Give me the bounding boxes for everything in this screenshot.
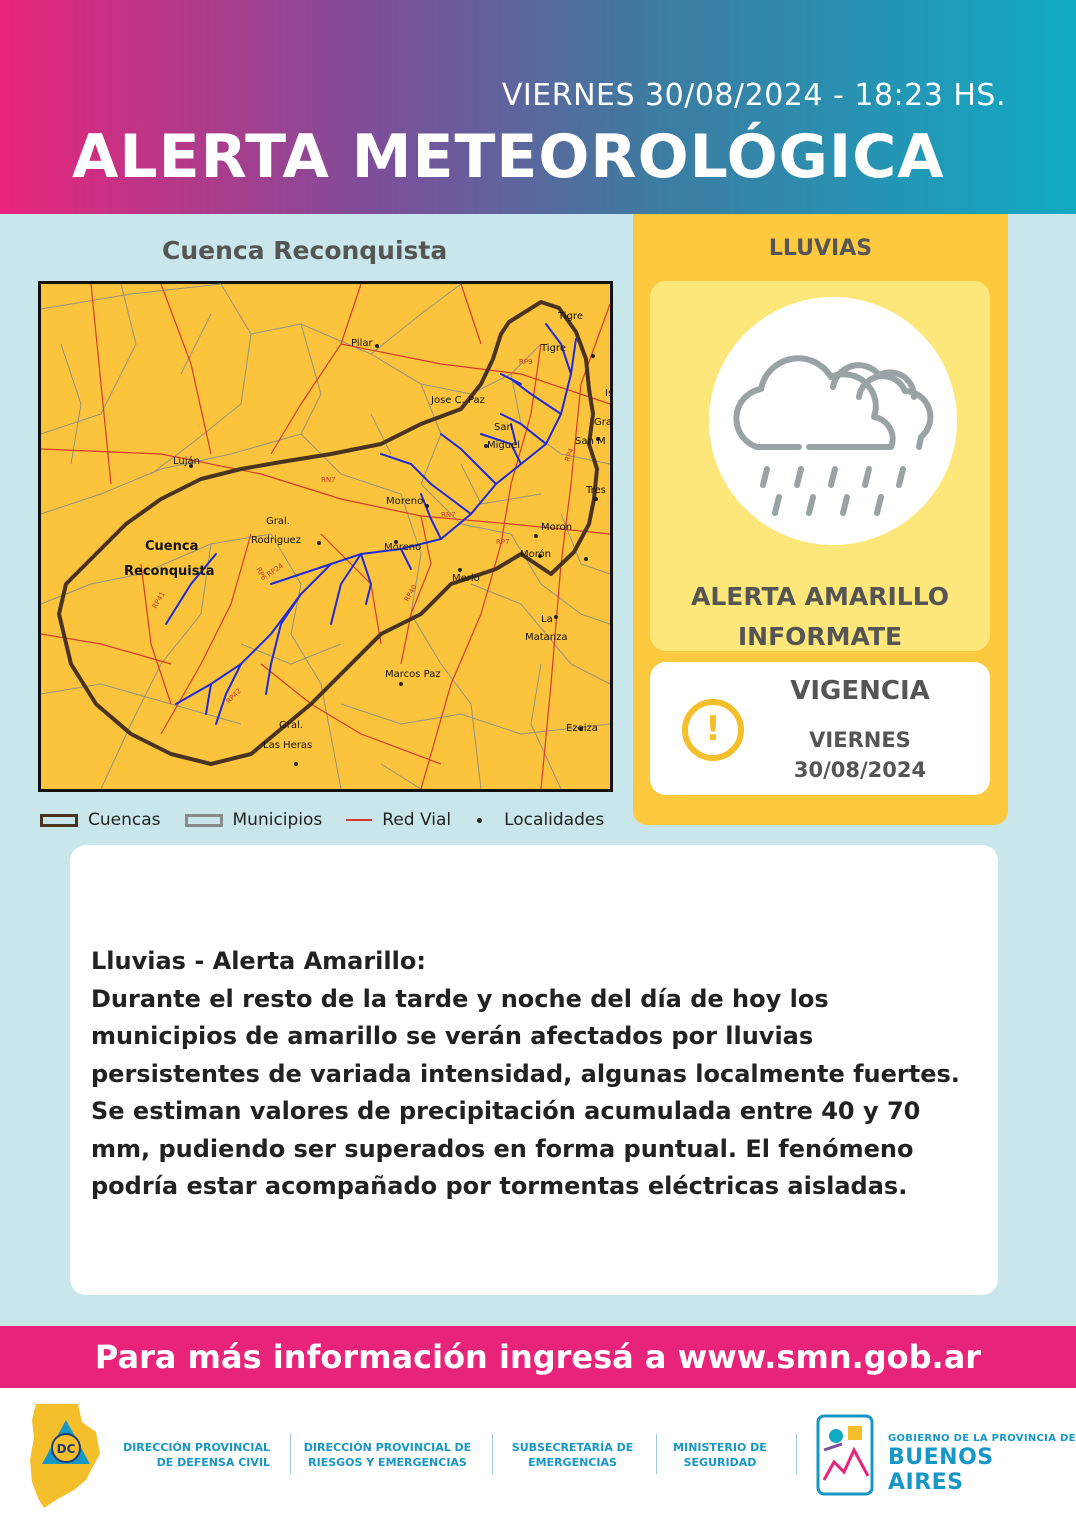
map-legend (40, 808, 628, 832)
legend-locality-swatch (477, 818, 482, 823)
description-body: Durante el resto de la tarde y noche del día de hoy los municipios de amarillo se verán afectados por lluvias persistentes de variada intensidad, algunas localmente fuertes. Se estiman valores de precipitación acumulada entre 40 y 70 mm, pudiendo ser superados en forma puntual. El fenómeno podría estar acompañado por tormentas eléctricas aisladas. (91, 984, 960, 1200)
road-label-rn7-b: RN7 (441, 511, 456, 519)
road-label-rp6: RP6 (254, 566, 268, 582)
map-label-la: La (541, 614, 553, 625)
map-label-pilar: Pilar (351, 338, 373, 349)
footer (0, 1388, 1076, 1522)
map-label-moron-small: Morón (520, 549, 552, 560)
map-label-gral-1: Gral. (266, 516, 290, 527)
description-box (70, 845, 998, 1295)
legend-municipality-label: Municipios (232, 810, 323, 830)
map-label-tigre-small: Tigre (541, 343, 566, 354)
alert-level-line2: INFORMATE (737, 622, 903, 651)
legend-road-label: Red Vial (382, 810, 452, 830)
map-label-gra: Gra (594, 417, 612, 428)
map-label-las-heras: Las Heras (263, 740, 313, 751)
footer-org3-line2: EMERGENCIAS (528, 1456, 617, 1469)
map-label-cuenca: Cuenca (145, 539, 199, 554)
info-bar (0, 1326, 1076, 1388)
road-label-rp9: RP9 (519, 358, 533, 366)
footer-org1-line2: DE DEFENSA CIVIL (156, 1456, 270, 1469)
rain-icon-circle (709, 297, 957, 545)
alert-level-line1: ALERTA AMARILLO (691, 582, 949, 611)
buenos-aires-province-logo (812, 1410, 882, 1502)
map-title: Cuenca Reconquista (162, 236, 448, 265)
legend-road-swatch (346, 819, 372, 821)
alert-level-card (650, 281, 990, 651)
page-title: ALERTA METEOROLÓGICA (72, 122, 945, 192)
map-label-moreno-small: Moreno (384, 542, 422, 553)
footer-government-line1: GOBIERNO DE LA PROVINCIA DE (888, 1433, 1076, 1444)
map-label-tres: Tres (586, 485, 606, 496)
info-link-text[interactable]: Para más información ingresá a www.smn.gob.ar (94, 1338, 982, 1376)
legend-basin-label: Cuencas (88, 810, 161, 830)
description-text (91, 943, 981, 1206)
road-label-rp4: RP4 (563, 447, 576, 463)
footer-org-ministerio (665, 1440, 775, 1470)
footer-org2-line2: RIESGOS Y EMERGENCIAS (308, 1456, 467, 1469)
basin-map-svg (41, 284, 614, 789)
validity-title: VIGENCIA (790, 676, 930, 706)
map-label-matanza: Matanza (525, 632, 568, 643)
road-label-rp41: RP41 (150, 590, 167, 610)
legend-item-roads (346, 810, 451, 830)
legend-basin-swatch (40, 814, 78, 827)
map-label-merlo: Merlo (452, 573, 480, 584)
map-label-jose-c-paz: Jose C. Paz (431, 395, 485, 406)
map-label-san: San (494, 422, 513, 433)
footer-government-line2: BUENOS AIRES (888, 1445, 994, 1495)
footer-org4-line1: MINISTERIO DE (673, 1441, 767, 1454)
alert-datetime: VIERNES 30/08/2024 - 18:23 HS. (501, 78, 1006, 113)
rain-cloud-icon (709, 297, 957, 545)
phenomenon-label: LLUVIAS (768, 236, 873, 261)
footer-org2-line1: DIRECCIÓN PROVINCIAL DE (303, 1441, 472, 1454)
footer-org3-line1: SUBSECRETARÍA DE (511, 1441, 634, 1454)
map-label-san-m: San M (575, 436, 606, 447)
legend-item-localities (475, 810, 604, 830)
road-label-rp7: RP7 (496, 538, 510, 546)
footer-separator (290, 1434, 291, 1474)
legend-item-municipalities (185, 810, 323, 830)
road-label-rp40: RP40 (402, 583, 419, 603)
map-label-rodriguez: Rodriguez (251, 535, 301, 546)
legend-item-basins (40, 810, 161, 830)
header (0, 0, 1076, 214)
legend-locality-label: Localidades (504, 810, 605, 830)
legend-municipality-swatch (185, 814, 223, 827)
road-label-rp24: RP24 (265, 561, 285, 579)
validity-card (650, 662, 990, 795)
alert-panel (633, 214, 1008, 825)
map-label-moron: Moron (541, 522, 573, 533)
map-label-moreno: Moreno (386, 496, 424, 507)
alert-level (650, 577, 990, 657)
validity-day: VIERNES (809, 728, 911, 752)
warning-glyph: ! (705, 709, 721, 749)
footer-org1-line1: DIRECCIÓN PROVINCIAL (123, 1441, 270, 1454)
footer-org-defensa-civil (0, 1440, 270, 1470)
map-label-gral-2: Gral. (279, 720, 303, 731)
map-label-miguel: Miguel (487, 440, 521, 451)
description-heading: Lluvias - Alerta Amarillo: (91, 947, 426, 975)
road-label-rn7-a: RN7 (321, 476, 336, 484)
footer-separator (796, 1434, 797, 1474)
map-label-tigre: Tigre (558, 311, 583, 322)
basin-map (38, 281, 613, 792)
road-label-rp42: RP42 (224, 687, 244, 706)
map-label-lujan: Luján (173, 456, 200, 467)
map-label-marcos-paz: Marcos Paz (385, 669, 441, 680)
footer-separator (492, 1434, 493, 1474)
footer-org-riesgos (300, 1440, 475, 1470)
map-label-is: Is (605, 388, 614, 399)
footer-org4-line2: SEGURIDAD (683, 1456, 757, 1469)
footer-separator (656, 1434, 657, 1474)
map-label-reconquista: Reconquista (124, 564, 215, 579)
dc-badge-text: DC (56, 1442, 76, 1456)
footer-org-subsecretaria (500, 1440, 645, 1470)
map-label-ezeiza: Ezeiza (566, 723, 598, 734)
validity-date: 30/08/2024 (793, 758, 927, 782)
